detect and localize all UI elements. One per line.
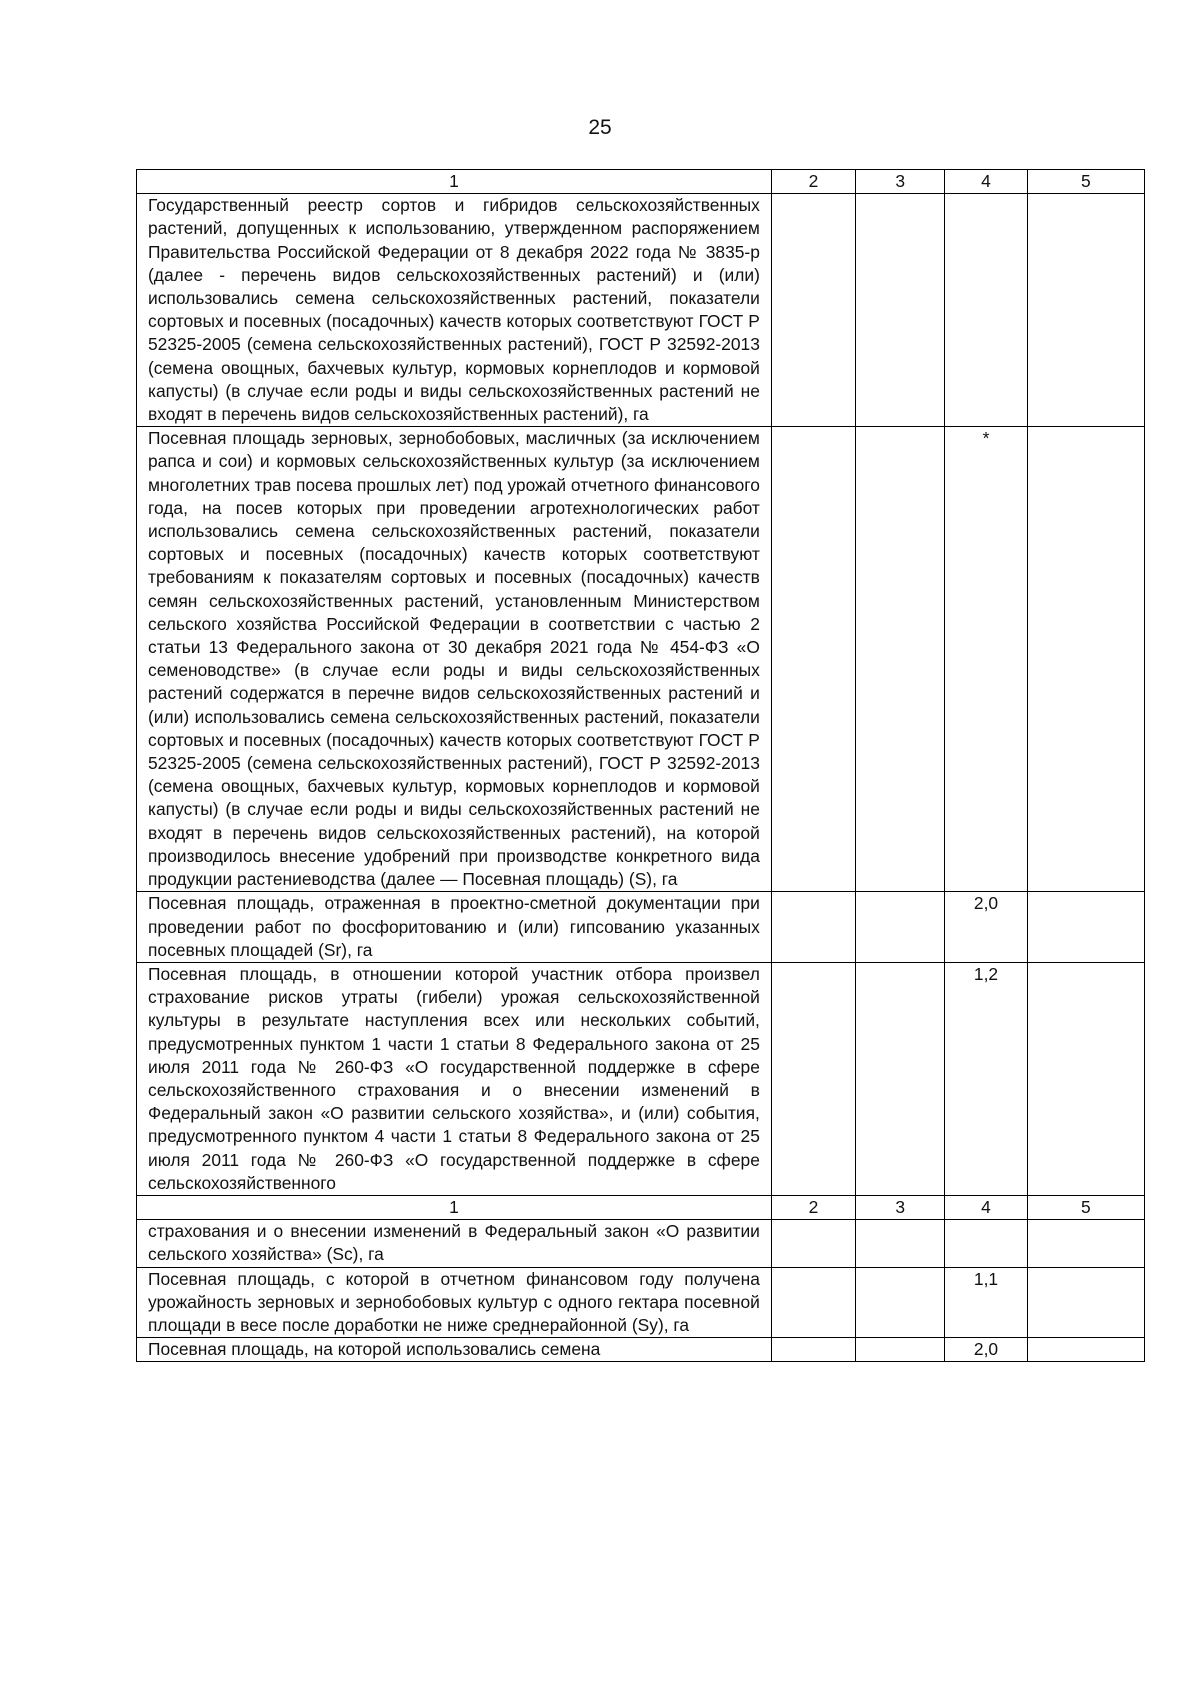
indicators-table — [136, 169, 1145, 1362]
row-col5 — [1027, 427, 1144, 892]
row-col2 — [771, 1267, 855, 1338]
header-cell-1: 1 — [137, 1195, 772, 1219]
row-col2 — [771, 1338, 855, 1362]
row-col5 — [1027, 962, 1144, 1195]
row-col3 — [856, 194, 945, 427]
row-col5 — [1027, 194, 1144, 427]
row-col4 — [945, 1220, 1027, 1267]
row-description: Посевная площадь зерновых, зернобобовых, масличных (за исключением рапса и сои) и кормовых сельскохозяйственных культур (за исключением многолетних трав посева прошлых лет) под урожай отчетного финансового года, на посев которых при проведении агротехнологических работ использовались семена сельскохозяйственных растений, показатели сортовых и посевных (посадочных) качеств которых соответствуют требованиям к показателям сортовых и посевных (посадочных) качеств семян сельскохозяйственных растений, установленным Министерством сельского хозяйства Российской Федерации в соответствии с частью 2 статьи 13 Федерального закона от 30 декабря 2021 года № 454-ФЗ «О семеноводстве» (в случае если роды и виды сельскохозяйственных растений содержатся в перечне видов сельскохозяйственных растений и (или) использовались семена сельскохозяйственных растений, показатели сортовых и посевных (посадочных) качеств которых соответствуют ГОСТ Р 52325-2005 (семена сельскохозяйственных растений), ГОСТ Р 32592-2013 (семена овощных, бахчевых культур, кормовых корнеплодов и кормовой капусты) (в случае если роды и виды сельскохозяйственных растений не входят в перечень видов сельскохозяйственных растений), на которой производилось внесение удобрений при производстве конкретного вида продукции растениеводства (далее — Посевная площадь) (S), га — [137, 427, 772, 892]
row-col5 — [1027, 1267, 1144, 1338]
row-col3 — [856, 1338, 945, 1362]
row-col3 — [856, 892, 945, 963]
row-col4: 2,0 — [945, 1338, 1027, 1362]
page-number: 25 — [588, 116, 612, 139]
row-col5 — [1027, 1338, 1144, 1362]
row-col5 — [1027, 892, 1144, 963]
row-col4: 1,2 — [945, 962, 1027, 1195]
header-cell-5: 5 — [1027, 1195, 1144, 1219]
table-row — [137, 962, 1145, 1195]
table-row — [137, 1338, 1145, 1362]
row-col4: * — [945, 427, 1027, 892]
header-cell-5: 5 — [1027, 170, 1144, 194]
row-description: Посевная площадь, с которой в отчетном финансовом году получена урожайность зерновых и зернобобовых культур с одного гектара посевной площади в весе после доработки не ниже среднерайонной (Sy), га — [137, 1267, 772, 1338]
row-col5 — [1027, 1220, 1144, 1267]
row-col3 — [856, 427, 945, 892]
table-row — [137, 194, 1145, 427]
row-description: Государственный реестр сортов и гибридов сельскохозяйственных растений, допущенных к использованию, утвержденном распоряжением Правительства Российской Федерации от 8 декабря 2022 года № 3835-р (далее - перечень видов сельскохозяйственных растений) и (или) использовались семена сельскохозяйственных растений, показатели сортовых и посевных (посадочных) качеств которых соответствуют ГОСТ Р 52325-2005 (семена сельскохозяйственных растений), ГОСТ Р 32592-2013 (семена овощных, бахчевых культур, кормовых корнеплодов и кормовой капусты) (в случае если роды и виды сельскохозяйственных растений не входят в перечень видов сельскохозяйственных растений), га — [137, 194, 772, 427]
header-cell-3: 3 — [856, 170, 945, 194]
row-col3 — [856, 1220, 945, 1267]
header-cell-1: 1 — [137, 170, 772, 194]
row-col4: 1,1 — [945, 1267, 1027, 1338]
row-description: Посевная площадь, в отношении которой участник отбора произвел страхование рисков утраты (гибели) урожая сельскохозяйственной культуры в результате наступления всех или нескольких событий, предусмотренных пунктом 1 части 1 статьи 8 Федерального закона от 25 июля 2011 года № 260-ФЗ «О государственной поддержке в сфере сельскохозяйственного страхования и о внесении изменений в Федеральный закон «О развитии сельского хозяйства», и (или) события, предусмотренного пунктом 4 части 1 статьи 8 Федерального закона от 25 июля 2011 года № 260-ФЗ «О государственной поддержке в сфере сельскохозяйственного — [137, 962, 772, 1195]
row-col2 — [771, 962, 855, 1195]
table-header-row-repeat — [137, 1195, 1145, 1219]
header-cell-2: 2 — [771, 170, 855, 194]
header-cell-4: 4 — [945, 1195, 1027, 1219]
row-description: страхования и о внесении изменений в Федеральный закон «О развитии сельского хозяйства» (Sc), га — [137, 1220, 772, 1267]
table-row — [137, 1220, 1145, 1267]
row-description: Посевная площадь, на которой использовались семена — [137, 1338, 772, 1362]
row-col2 — [771, 1220, 855, 1267]
row-col4: 2,0 — [945, 892, 1027, 963]
row-col2 — [771, 427, 855, 892]
row-col3 — [856, 962, 945, 1195]
row-description: Посевная площадь, отраженная в проектно-сметной документации при проведении работ по фосфоритованию и (или) гипсованию указанных посевных площадей (Sr), га — [137, 892, 772, 963]
header-cell-2: 2 — [771, 1195, 855, 1219]
header-cell-3: 3 — [856, 1195, 945, 1219]
table-row — [137, 1267, 1145, 1338]
row-col2 — [771, 194, 855, 427]
table-row — [137, 892, 1145, 963]
table-row — [137, 427, 1145, 892]
header-cell-4: 4 — [945, 170, 1027, 194]
row-col3 — [856, 1267, 945, 1338]
row-col2 — [771, 892, 855, 963]
row-col4 — [945, 194, 1027, 427]
table-header-row — [137, 170, 1145, 194]
